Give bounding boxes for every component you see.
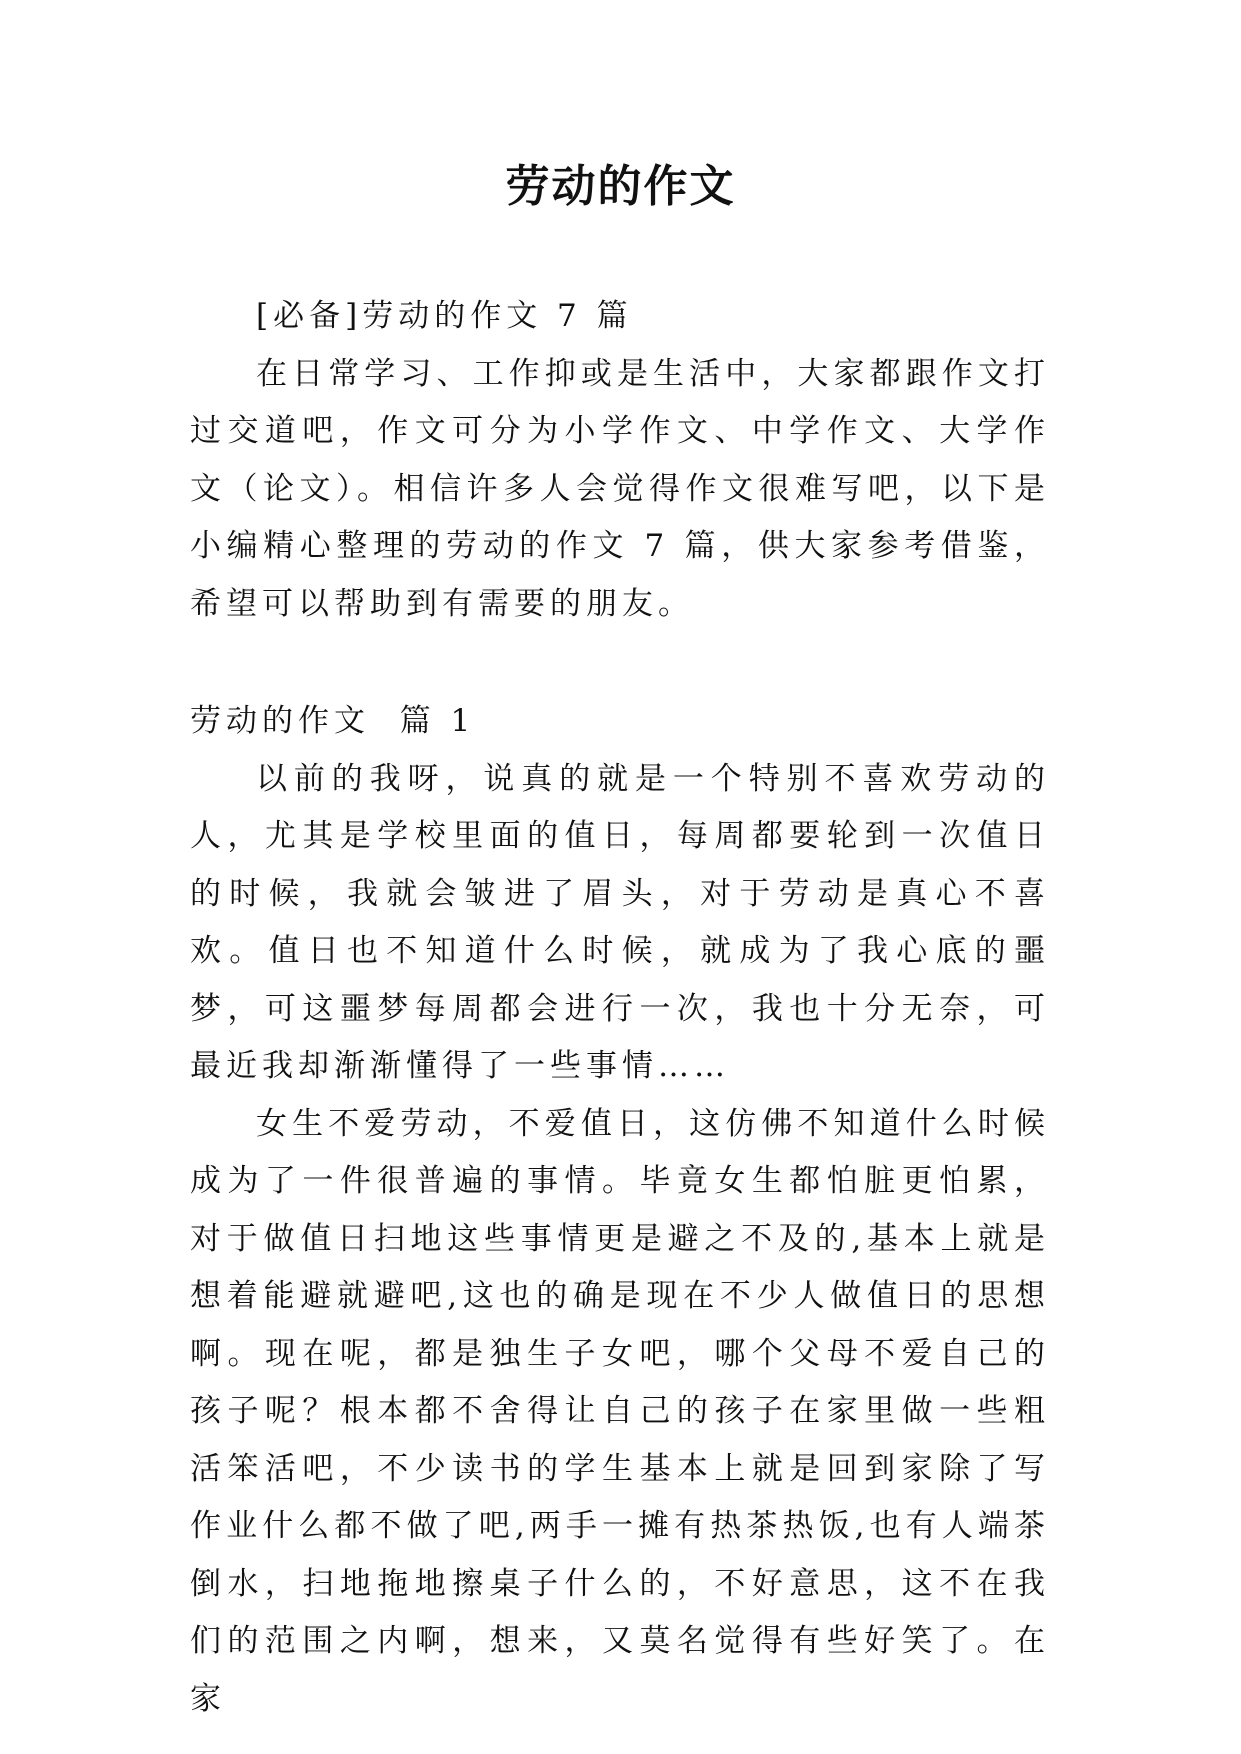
section-1 (190, 693, 1050, 1728)
body-paragraph-1: 以前的我呀，说真的就是一个特别不喜欢劳动的人，尤其是学校里面的值日，每周都要轮到一次值日的时候，我就会皱进了眉头，对于劳动是真心不喜欢。值日也不知道什么时候，就成为了我心底的噩梦，可这噩梦每周都会进行一次，我也十分无奈，可最近我却渐渐懂得了一些事情…… (190, 760, 1050, 1084)
section-heading: 劳动的作文 篇 1 (190, 703, 476, 739)
document-title: 劳动的作文 (505, 161, 736, 212)
body-paragraph-2: 女生不爱劳动，不爱值日，这仿佛不知道什么时候成为了一件很普遍的事情。毕竟女生都怕脏更怕累，对于做值日扫地这些事情更是避之不及的,基本上就是想着能避就避吧,这也的确是现在不少人做值日的思想啊。现在呢，都是独生子女吧，哪个父母不爱自己的孩子呢？根本都不舍得让自己的孩子在家里做一些粗活笨活吧，不少读书的学生基本上就是回到家除了写作业什么都不做了吧,两手一摊有热茶热饭,也有人端茶倒水，扫地拖地擦桌子什么的，不好意思，这不在我们的范围之内啊，想来，又莫名觉得有些好笑了。在家 (190, 1105, 1050, 1717)
intro-block (190, 288, 1050, 633)
intro-paragraph: 在日常学习、工作抑或是生活中，大家都跟作文打过交道吧，作文可分为小学作文、中学作文、大学作文（论文）。相信许多人会觉得作文很难写吧，以下是小编精心整理的劳动的作文 7 篇，供大家参考借鉴，希望可以帮助到有需要的朋友。 (190, 355, 1050, 622)
document-subtitle: [必备]劳动的作文 7 篇 (256, 298, 633, 334)
